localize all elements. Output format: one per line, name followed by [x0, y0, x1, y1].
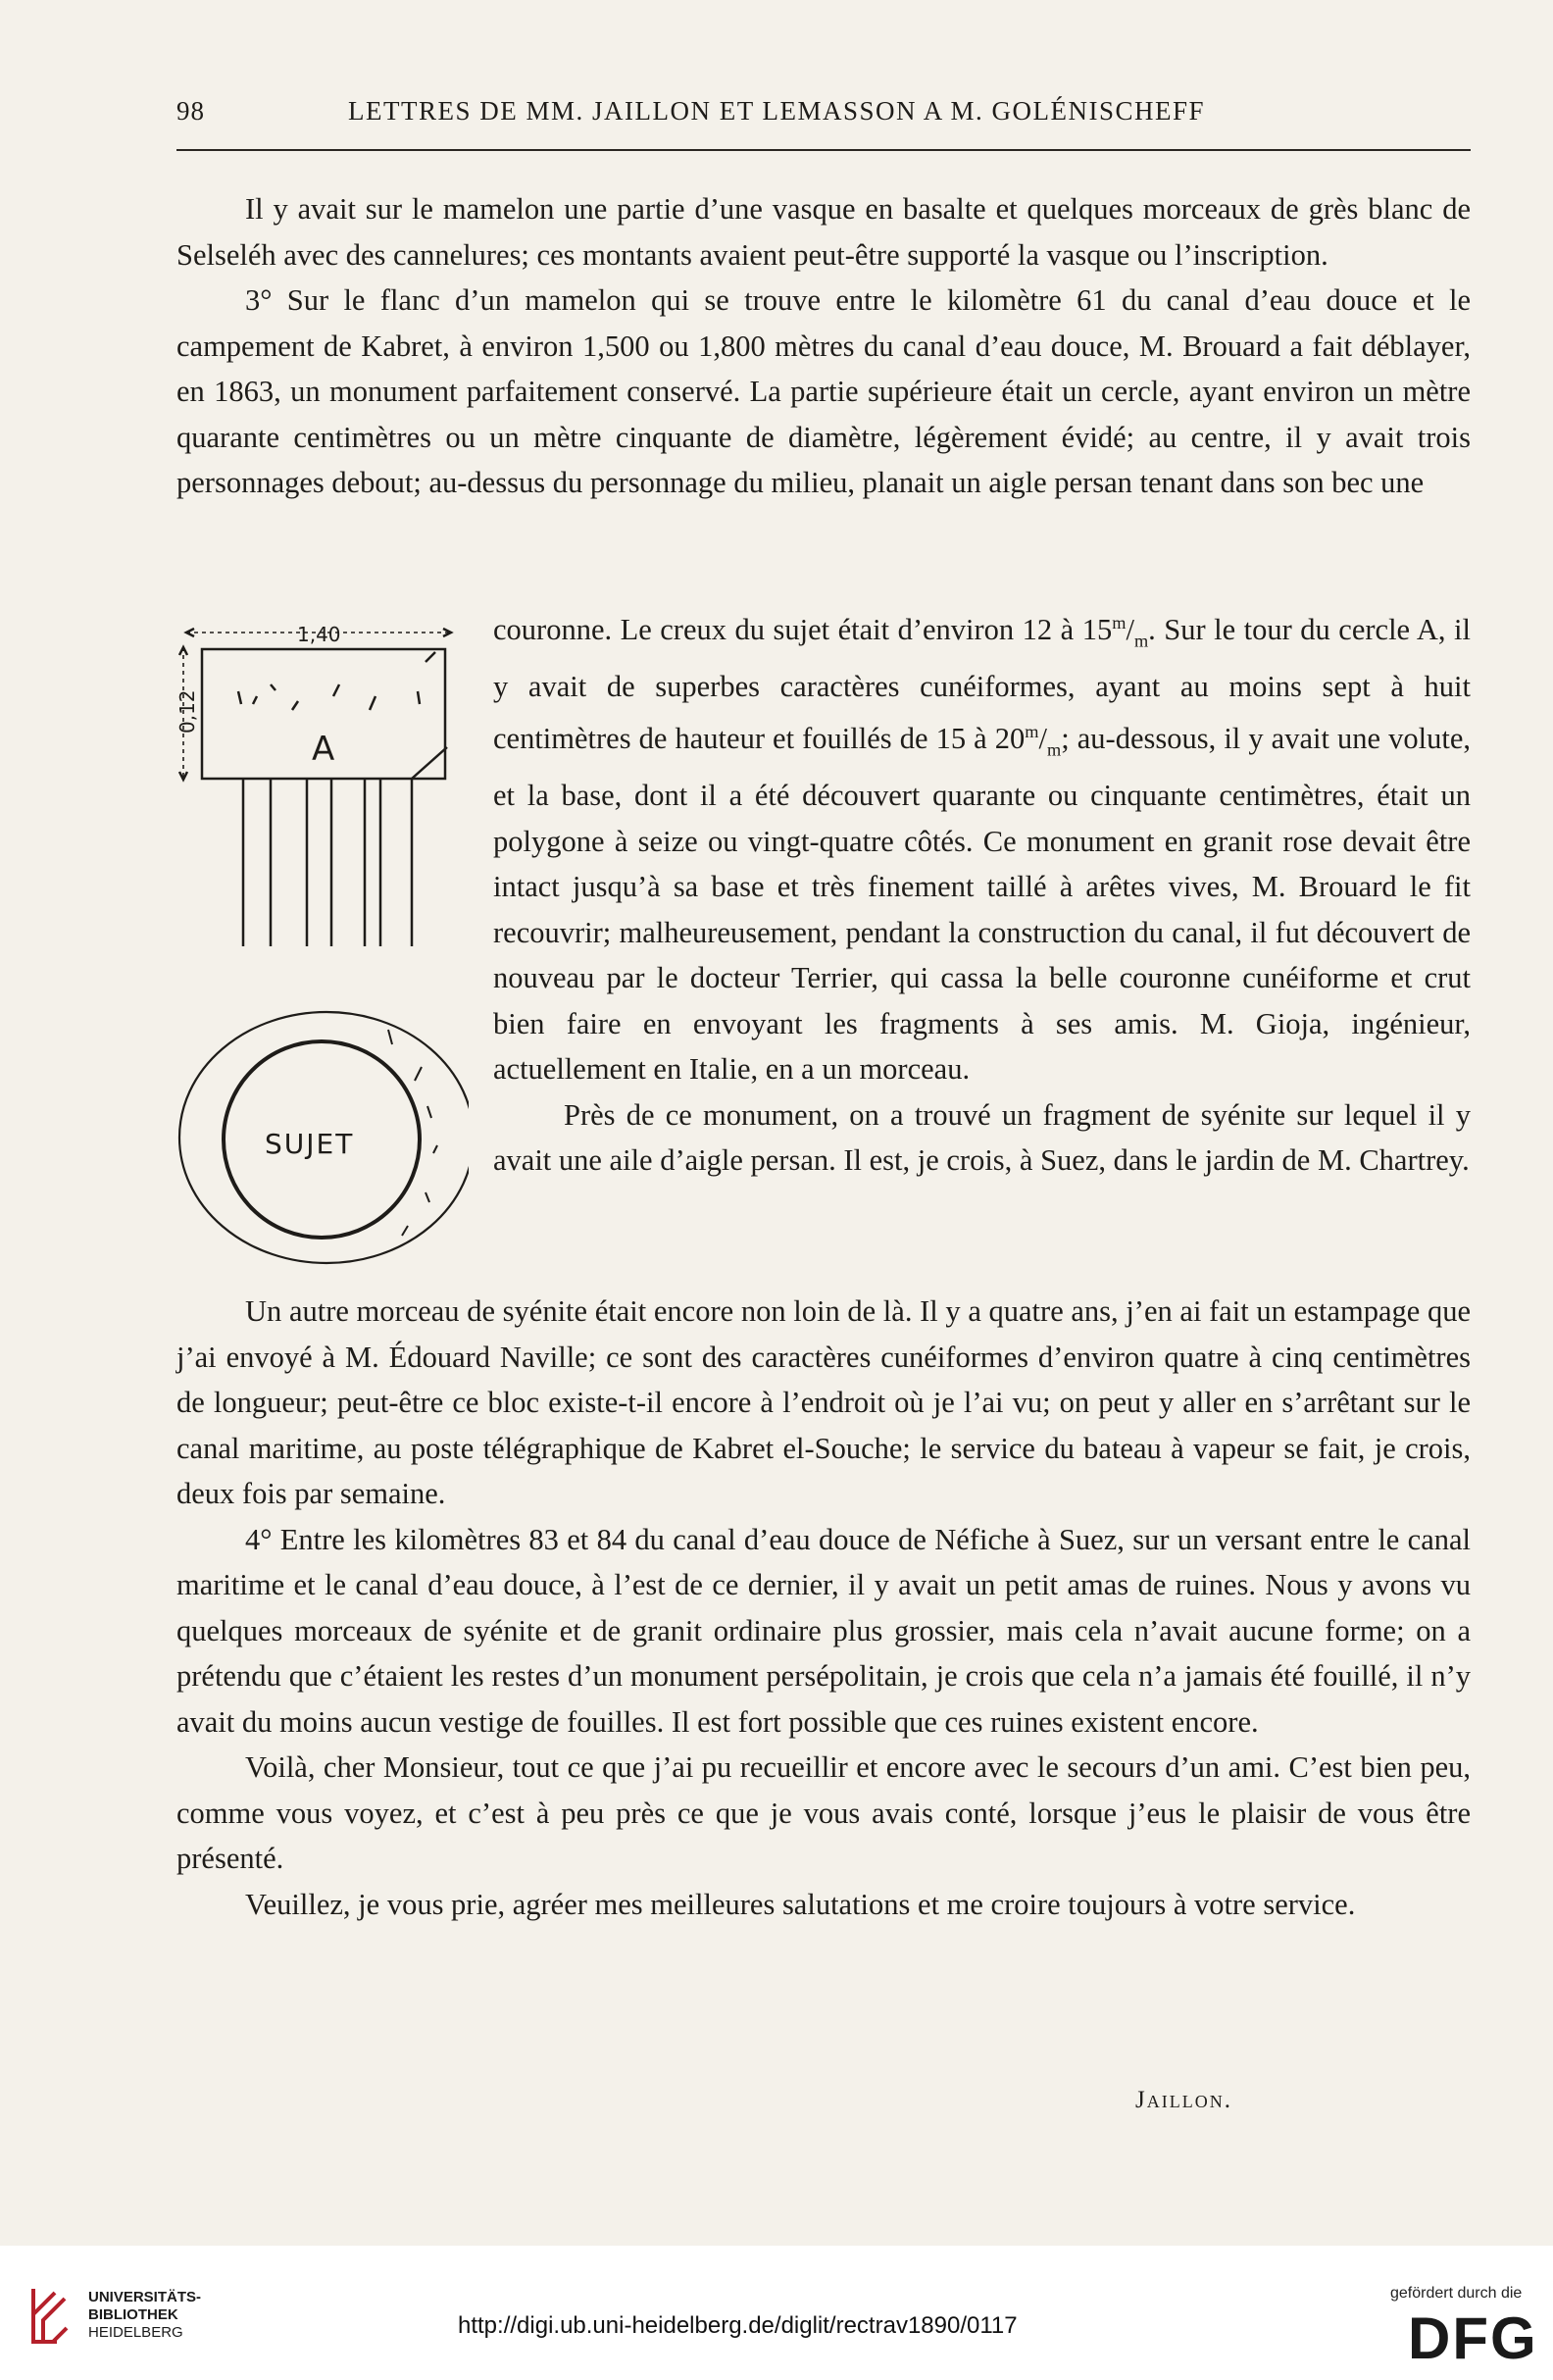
paragraph: Un autre morceau de syénite était encore non loin de là. Il y a quatre ans, j’en ai fait un estampage que j’ai envoyé à M. Édouard Naville; ce sont des caractères cunéiformes d’environ quatre à cinq centimètres de longueur; peut-être ce bloc existe-t-il encore à l’endroit où je l’ai vu; on peut y aller en s’arrêtant sur le canal maritime, au poste télégraphique de Kabret el-Souche; le service du bateau à vapeur se fait, je crois, deux fois par semaine.	[176, 1294, 1471, 1510]
unit-sub: m	[1133, 631, 1149, 651]
institution-name	[88, 2289, 201, 2342]
page-number: 98	[176, 96, 205, 126]
dfg-logo: DFG	[1408, 2305, 1538, 2371]
paragraph: Voilà, cher Monsieur, tout ce que j’ai pu recueillir et encore avec le secours d’un ami. C’est bien peu, comme vous voyez, et c’est à peu près ce que je vous avais conté, lorsque j’eus le plaisir de vous être présenté.	[176, 1750, 1471, 1875]
paragraph: 3° Sur le flanc d’un mamelon qui se trouve entre le kilomètre 61 du canal d’eau douce et le campement de Kabret, à environ 1,500 ou 1,800 mètres du canal d’eau douce, M. Brouard a fait déblayer, en 1863, un monument parfaitement conservé. La partie supérieure était un cercle, ayant environ un mètre quarante centimètres ou un mètre cinquante de diamètre, légèrement évidé; au centre, il y avait trois personnages debout; au-dessus du personnage du milieu, planait un aigle persan tenant dans son bec une	[176, 283, 1471, 499]
unit-sub: m	[1046, 739, 1062, 760]
paragraph: Il y avait sur le mamelon une partie d’une vasque en basalte et quelques morceaux de grès blanc de Selseléh avec des cannelures; ces montants avaient peut-être supporté la vasque ou l’inscription.	[176, 192, 1471, 272]
page-header	[176, 96, 1471, 135]
height-label: 0,12	[175, 689, 199, 734]
monument-figure	[175, 608, 469, 1294]
text-block-beside-figure	[493, 600, 1471, 1184]
circle-label: SUJET	[265, 1128, 355, 1160]
header-rule	[176, 149, 1471, 151]
unit-sup: m	[1025, 722, 1039, 742]
paragraph: couronne. Le creux du sujet était d’environ 12 à $15^m/_m$. Sur le tour du cercle A, il y avait de superbes caractères cunéiformes, ayant au moins sept à huit centimètres de hauteur et fouillés de 15 à $20^m/_m$; au-dessous, il y avait une volute, et la base, dont il a été découvert quarante ou cinquante centimètres, était un polygone à seize ou vingt-quatre côtés. Ce monument en granit rose devait être intact jusqu’à sa base et très finement taillé à arêtes vives, M. Brouard le fit recouvrir; malheureusement, pendant la construction du canal, il fut découvert de nouveau par le docteur Terrier, qui cassa la belle couronne cunéiforme et crut bien faire en envoyant les fragments à ses amis. M. Gioja, ingénieur, actuellement en Italie, en a un morceau.	[493, 613, 1471, 1086]
institution-line: BIBLIOTHEK	[88, 2306, 178, 2323]
text-block-bottom	[176, 1289, 1471, 1927]
institution-line: HEIDELBERG	[88, 2324, 183, 2341]
text-block-top	[176, 186, 1471, 506]
funded-by-label: gefördert durch die	[1390, 2285, 1523, 2302]
source-url-link[interactable]: http://digi.ub.uni-heidelberg.de/diglit/rectrav1890/0117	[458, 2312, 1018, 2339]
signature: Jaillon.	[1135, 2087, 1232, 2113]
text-run: ; au-dessous, il y avait une volute, et la base, dont il a été découvert quarante ou cinquante centimètres, était un polygone à seize ou vingt-quatre côtés. Ce monument en granit rose devait être intact jusqu’à sa base et très finement taillé à arêtes vives, M. Brouard le fit recouvrir; malheureusement, pendant la construction du canal, il fut découvert de nouveau par le docteur Terrier, qui cassa la belle couronne cunéiforme et crut bien faire en envoyant les fragments à ses amis. M. Gioja, ingénieur, actuellement en Italie, en a un morceau.	[493, 722, 1471, 1086]
text-run: couronne. Le creux du sujet était d’environ 12 à 15	[493, 613, 1113, 647]
paragraph: 4° Entre les kilomètres 83 et 84 du canal d’eau douce de Néfiche à Suez, sur un versant entre le canal maritime et le canal d’eau douce, à l’est de ce dernier, il y avait un petit amas de ruines. Nous y avons vu quelques morceaux de syénite et de granit ordinaire plus grossier, mais cela n’avait aucune forme; on a prétendu que c’étaient les restes d’un monument persépolitain, je crois que cela n’a jamais été fouillé, il n’y avait du moins aucun vestige de fouilles. Il est fort possible que ces ruines existent encore.	[176, 1522, 1471, 1739]
paragraph: Veuillez, je vous prie, agréer mes meilleures salutations et me croire toujours à votre service.	[245, 1887, 1356, 1921]
width-label: 1,40	[297, 623, 341, 646]
text-run: . Sur le tour du cercle A, il y avait de superbes caractères cunéiformes, ayant au moins sept à huit centimètres de hauteur et fouillés de 15 à 20	[493, 613, 1471, 756]
library-logo-icon	[27, 2285, 75, 2346]
letter-label: A	[312, 730, 335, 769]
unit-sup: m	[1112, 613, 1127, 633]
institution-line: UNIVERSITÄTS-	[88, 2289, 202, 2305]
footer-bar	[0, 2246, 1553, 2380]
paragraph: Près de ce monument, on a trouvé un fragment de syénite sur lequel il y avait une aile d’aigle persan. Il est, je crois, à Suez, dans le jardin de M. Chartrey.	[493, 1097, 1471, 1177]
running-title: LETTRES DE MM. JAILLON ET LEMASSON A M. GOLÉNISCHEFF	[348, 96, 1206, 126]
